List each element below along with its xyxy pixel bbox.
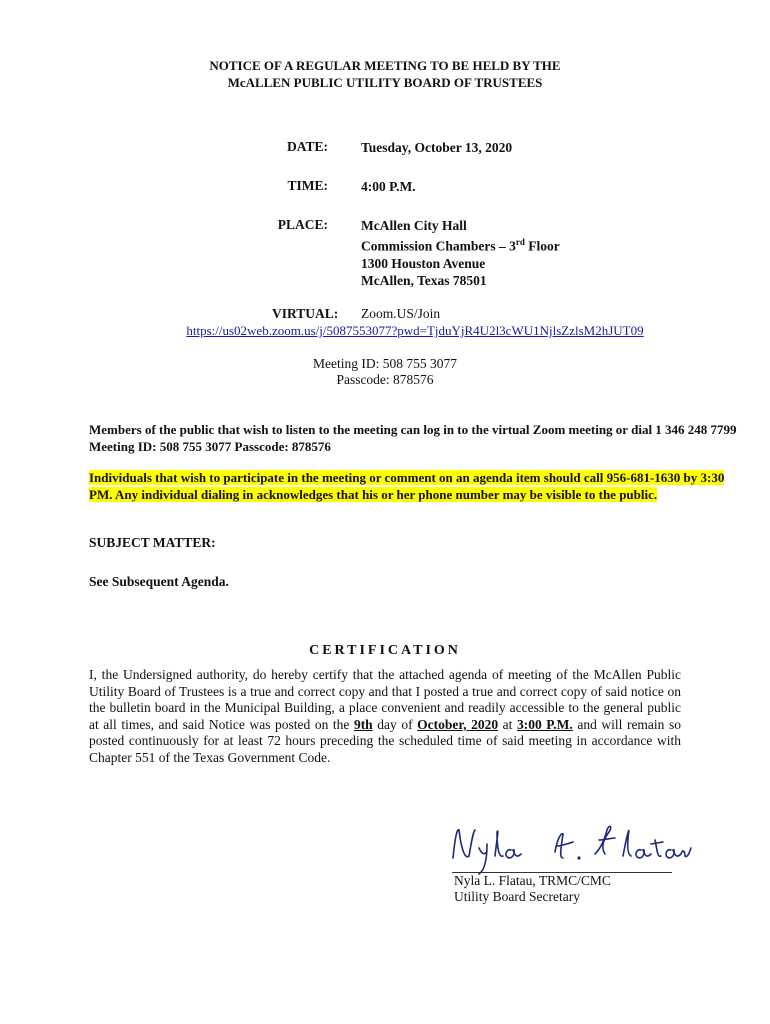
- signer-name: Nyla L. Flatau, TRMC/CMC: [454, 873, 611, 888]
- certification-title: CERTIFICATION: [309, 643, 461, 658]
- public-listen-notice: Members of the public that wish to listen to the meeting can log in to the virtual Zoom meeting or dial 1 346 248 7799 Meeting ID: 508 755 3077 Passcode: 878576: [89, 422, 737, 454]
- posted-day: 9th: [353, 716, 373, 732]
- virtual-label: VIRTUAL:: [272, 306, 339, 321]
- handwritten-signature: [445, 818, 695, 878]
- posted-time: 3:00 P.M.: [516, 716, 573, 732]
- zoom-link-wrapper: [0, 322, 770, 340]
- date-value: Tuesday, October 13, 2020: [361, 140, 513, 155]
- certification-body: I, the Undersigned authority, do hereby certify that the attached agenda of meeting of the McAllen Public Utility Board of Trustees is a true and correct copy and that I posted a true and correct copy of said notice on the bulletin board in the Municipal Building, a place convenient and readily accessible to the general public at all times, and said Notice was posted on the 9th day of October, 2020 at 3:00 P.M. and will remain so posted continuously for at least 72 hours preceding the scheduled time of said meeting in accordance with Chapter 551 of the Texas Government Code.: [89, 667, 681, 765]
- notice-title-line1: NOTICE OF A REGULAR MEETING TO BE HELD BY THE: [209, 58, 561, 73]
- place-line-1: McAllen City Hall: [361, 218, 467, 233]
- time-label: TIME:: [287, 178, 328, 193]
- subject-heading: SUBJECT MATTER:: [89, 535, 216, 550]
- participation-notice-text: Individuals that wish to participate in the meeting or comment on an agenda item should call 956-681-1630 by 3:30 PM. Any individual dialing in acknowledges that his or her phone number may be visible to the public.: [89, 470, 725, 502]
- posted-month-year: October, 2020: [417, 716, 499, 732]
- virtual-value: Zoom.US/Join: [361, 306, 441, 321]
- zoom-link[interactable]: https://us02web.zoom.us/j/5087553077?pwd=TjduYjR4U2l3cWU1NjlsZzlsM2hJUT09: [186, 323, 644, 338]
- notice-title-line2: McALLEN PUBLIC UTILITY BOARD OF TRUSTEES: [227, 75, 543, 90]
- place-label: PLACE:: [277, 217, 328, 232]
- place-line-3: 1300 Houston Avenue: [361, 255, 486, 271]
- subject-body: See Subsequent Agenda.: [89, 574, 229, 589]
- participation-notice: [89, 469, 744, 503]
- place-line-2: Commission Chambers – 3rd Floor: [361, 237, 560, 254]
- place-address: [361, 217, 560, 289]
- date-label: DATE:: [286, 139, 328, 154]
- place-line-4: McAllen, Texas 78501: [361, 272, 487, 288]
- passcode: Passcode: 878576: [336, 372, 434, 387]
- time-value: 4:00 P.M.: [361, 179, 416, 194]
- signer-title: Utility Board Secretary: [454, 889, 580, 904]
- meeting-id: Meeting ID: 508 755 3077: [313, 356, 457, 371]
